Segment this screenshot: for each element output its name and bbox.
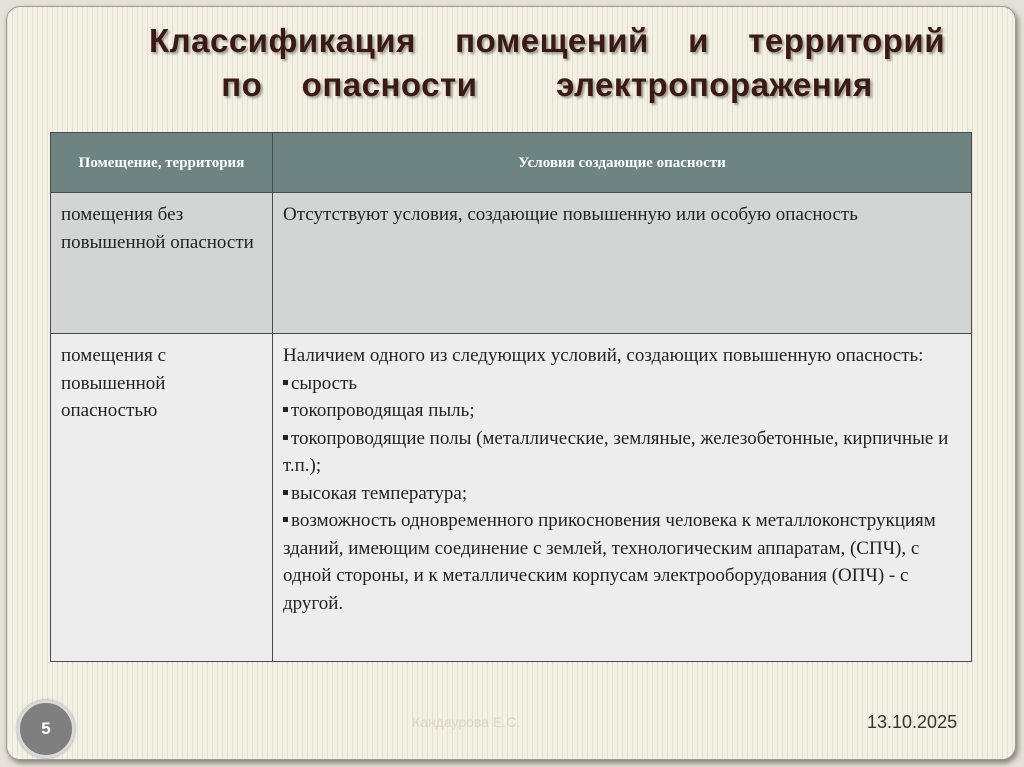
list-item: высокая температура; [283,480,961,508]
list-item: токопроводящая пыль; [283,397,961,425]
list-item: токопроводящие полы (металлические, земляные, железобетонные, кирпичные и т.п.); [283,425,961,480]
cell-room: помещения без повышенной опасности [51,193,273,334]
cell-conditions [273,334,972,662]
title-line-1: Классификация помещений и территорий [149,22,945,59]
header-room: Помещение, территория [51,133,273,193]
classification-table [50,132,972,662]
table-header-row [51,133,972,193]
slide-number-badge: 5 [17,700,75,758]
list-item: возможность одновременного прикосновения человека к металлоконструкциям зданий, имеющим соединение с землей, технологическим аппаратам, (СПЧ), с одной стороны, и к металлическим корпусам электрооборудования (ОПЧ) - с другой. [283,507,961,617]
table-row [51,193,972,334]
table-row [51,334,972,662]
header-conditions: Условия создающие опасности [273,133,972,193]
slide [6,6,1016,760]
slide-title [67,19,1016,107]
title-line-2: по опасности электропоражения [221,66,873,103]
slide-date: 13.10.2025 [867,712,958,732]
conditions-list [283,370,961,618]
footer-watermark: Кандаурова Е.С. [412,714,521,730]
cell-room: помещения с повышенной опасностью [51,334,273,662]
cell-conditions: Отсутствуют условия, создающие повышенную или особую опасность [273,193,972,334]
conditions-intro: Наличием одного из следующих условий, создающих повышенную опасность: [283,345,924,366]
list-item: сырость [283,370,961,398]
